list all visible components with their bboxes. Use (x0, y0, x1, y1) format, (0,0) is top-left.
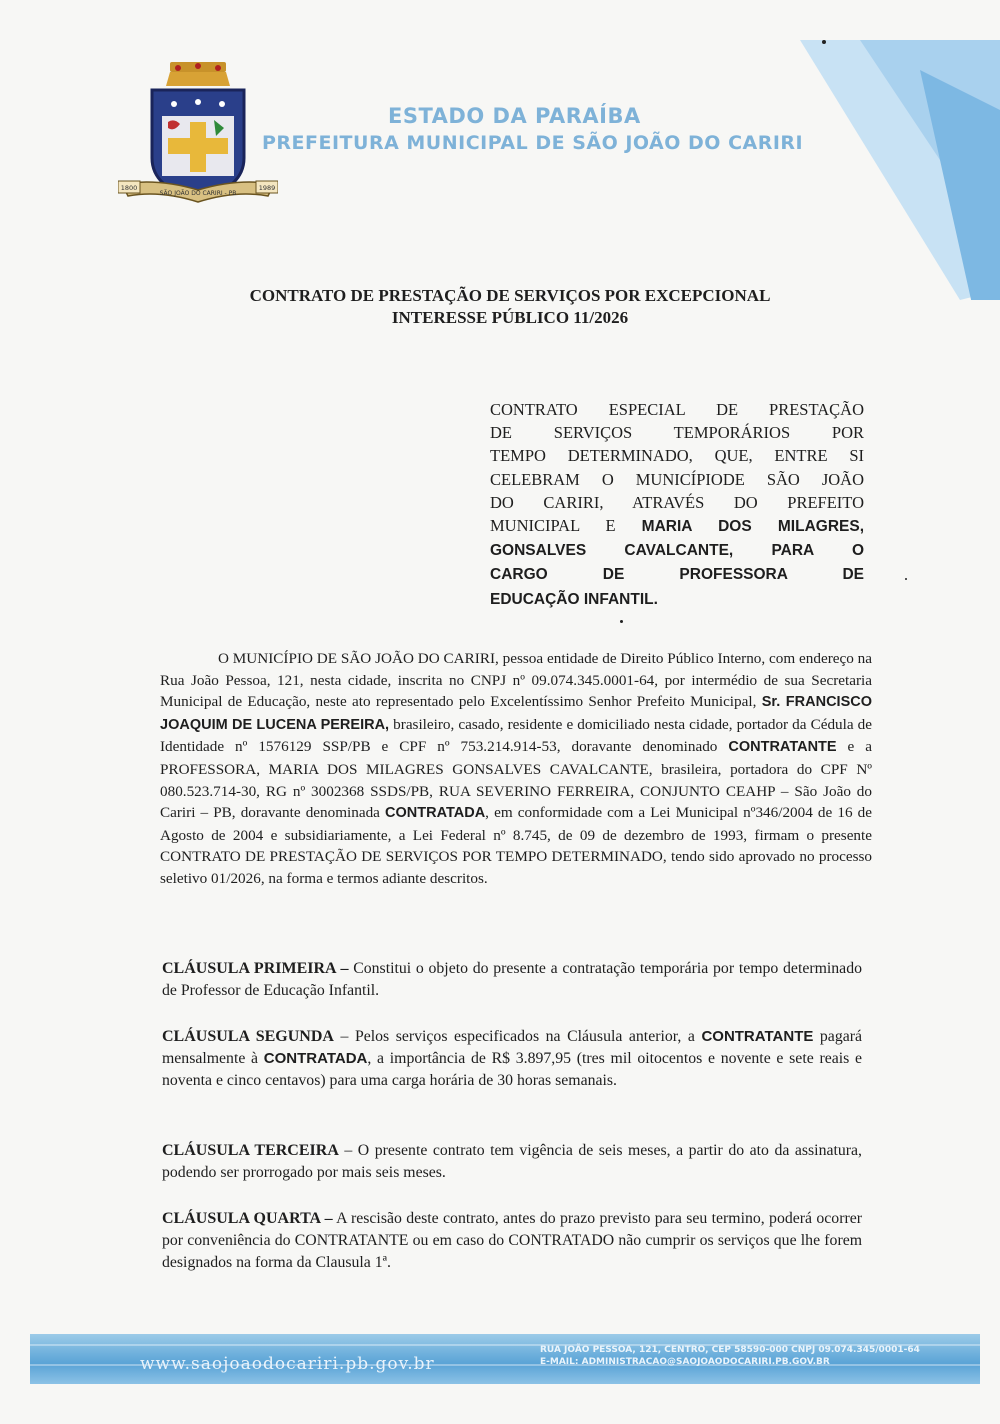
summary-line (490, 562, 864, 586)
state-name: ESTADO DA PARAÍBA (388, 104, 641, 128)
scan-speck (822, 40, 826, 44)
clause-third (162, 1140, 862, 1184)
clause-fourth (162, 1208, 862, 1274)
contract-summary (490, 398, 864, 611)
clause-text: pagará mensalmente à (162, 1028, 863, 1067)
footer-address (540, 1344, 960, 1368)
summary-line: CONTRATO ESPECIAL DE PRESTAÇÃO (490, 400, 864, 419)
contractor-surname: GONSALVES CAVALCANTE, PARA O (490, 542, 864, 560)
footer-website-link[interactable]: www.saojoaodocariri.pb.gov.br (140, 1354, 435, 1374)
footer-email-line: E-MAIL: ADMINISTRACAO@SAOJOAODOCARIRI.PB.GOV.BR (540, 1357, 830, 1367)
clause-heading: CLÁUSULA QUARTA – (162, 1210, 333, 1227)
contract-title-line2: INTERESSE PÚBLICO 11/2026 (391, 308, 629, 327)
scan-speck (905, 578, 907, 580)
summary-line: DE SERVIÇOS TEMPORÁRIOS POR (490, 423, 864, 443)
scan-speck (620, 620, 623, 623)
clause-text: Constitui o objeto do presente a contratação temporária por tempo determinado de Professor de Educação Infantil. (162, 960, 862, 999)
clause-second (162, 1026, 862, 1092)
preamble-paragraph (160, 648, 872, 890)
summary-text: MUNICIPAL E (490, 516, 642, 536)
preamble-text: brasileiro, casado, residente e domiciliado nesta cidade, portador da Cédula de Identidade nº 1576129 SSP/PB e CPF nº 753.214.914-53, doravante denominado (160, 715, 873, 756)
preamble-text: e a PROFESSORA, MARIA DOS MILAGRES GONSALVES CAVALCANTE, brasileira, portadora do CPF Nº 080.523.714-30, RG nº 3002368 SSDS/PB, RUA SEVERINO FERREIRA, CONJUNTO CEAHP – São João do Cariri – PB, doravante denominada (160, 738, 872, 822)
summary-line (490, 538, 864, 562)
contratante-label: CONTRATANTE (728, 739, 837, 756)
municipal-crest-icon (118, 62, 278, 212)
clause-heading: CLÁUSULA TERCEIRA (162, 1142, 339, 1159)
position-title: CARGO DE PROFESSORA DE (490, 566, 864, 584)
city-hall-name: PREFEITURA MUNICIPAL DE SÃO JOÃO DO CARIRI (262, 132, 804, 154)
contratante-label: CONTRATANTE (701, 1028, 814, 1045)
crest-year-left: 1800 (120, 184, 138, 192)
clause-first (162, 958, 862, 1002)
clause-text: – O presente contrato tem vigência de seis meses, a partir do ato da assinatura, podendo ser prorrogado por mais seis meses. (162, 1142, 862, 1181)
clause-text: A rescisão deste contrato, antes do prazo previsto para seu termino, poderá ocorrer por conveniência do CONTRATANTE ou em caso do CONTRATADO não cumprir os serviços que lhe forem designados na forma da Clausula 1ª. (162, 1210, 862, 1271)
summary-line: TEMPO DETERMINADO, QUE, ENTRE SI (490, 446, 864, 466)
clause-heading: CLÁUSULA SEGUNDA (162, 1028, 334, 1045)
crest-year-right: 1989 (258, 184, 276, 192)
clause-text: , a importância de R$ 3.897,95 (tres mil oitocentos e novente e sete reais e noventa e cinco centavos) para uma carga horária de 30 horas semanais. (162, 1050, 862, 1089)
contratada-label: CONTRATADA (263, 1050, 368, 1067)
contract-title-line1: CONTRATO DE PRESTAÇÃO DE SERVIÇOS POR EXCEPCIONAL (249, 286, 771, 305)
footer-address-line: RUA JOÃO PESSOA, 121, CENTRO, CEP 58590-000 CNPJ 09.074.345/0001-64 (540, 1345, 920, 1355)
position-area: EDUCAÇÃO INFANTIL. (490, 590, 658, 608)
contratada-label: CONTRATADA (385, 805, 486, 822)
contractor-name: MARIA DOS MILAGRES, (641, 518, 864, 536)
preamble-text: , em conformidade com a Lei Municipal nº346/2004 de 16 de Agosto de 2004 e subsidiariamente, a Lei Federal nº 8.745, de 09 de dezembro de 1993, firmam o presente CONTRATO DE PRESTAÇÃO DE SERVIÇOS POR TEMPO DETERMINADO, tendo sido aprovado no processo seletivo 01/2026, na forma e termos adiante descritos. (160, 804, 873, 887)
corner-stripe-decoration (760, 40, 1000, 300)
clause-text: – Pelos serviços especificados na Cláusula anterior, a (333, 1028, 702, 1045)
mayor-name: Sr. FRANCISCO JOAQUIM DE LUCENA PEREIRA, (160, 694, 872, 733)
clause-heading: CLÁUSULA PRIMEIRA – (162, 960, 349, 977)
summary-line (490, 514, 864, 538)
summary-line (490, 587, 864, 611)
summary-line: CELEBRAM O MUNICÍPIODE SÃO JOÃO (490, 469, 864, 489)
crest-ribbon-text: SÃO JOÃO DO CARIRI - PB (159, 190, 237, 197)
summary-line: DO CARIRI, ATRAVÉS DO PREFEITO (490, 492, 864, 512)
preamble-text: O MUNICÍPIO DE SÃO JOÃO DO CARIRI, pessoa entidade de Direito Público Interno, com endereço na Rua João Pessoa, 121, nesta cidade, inscrita no CNPJ nº 09.074.345.0001-64, por intermédio de sua Secretaria Municipal de Educação, neste ato representado pelo Excelentíssimo Senhor Prefeito Municipal, (160, 650, 872, 711)
